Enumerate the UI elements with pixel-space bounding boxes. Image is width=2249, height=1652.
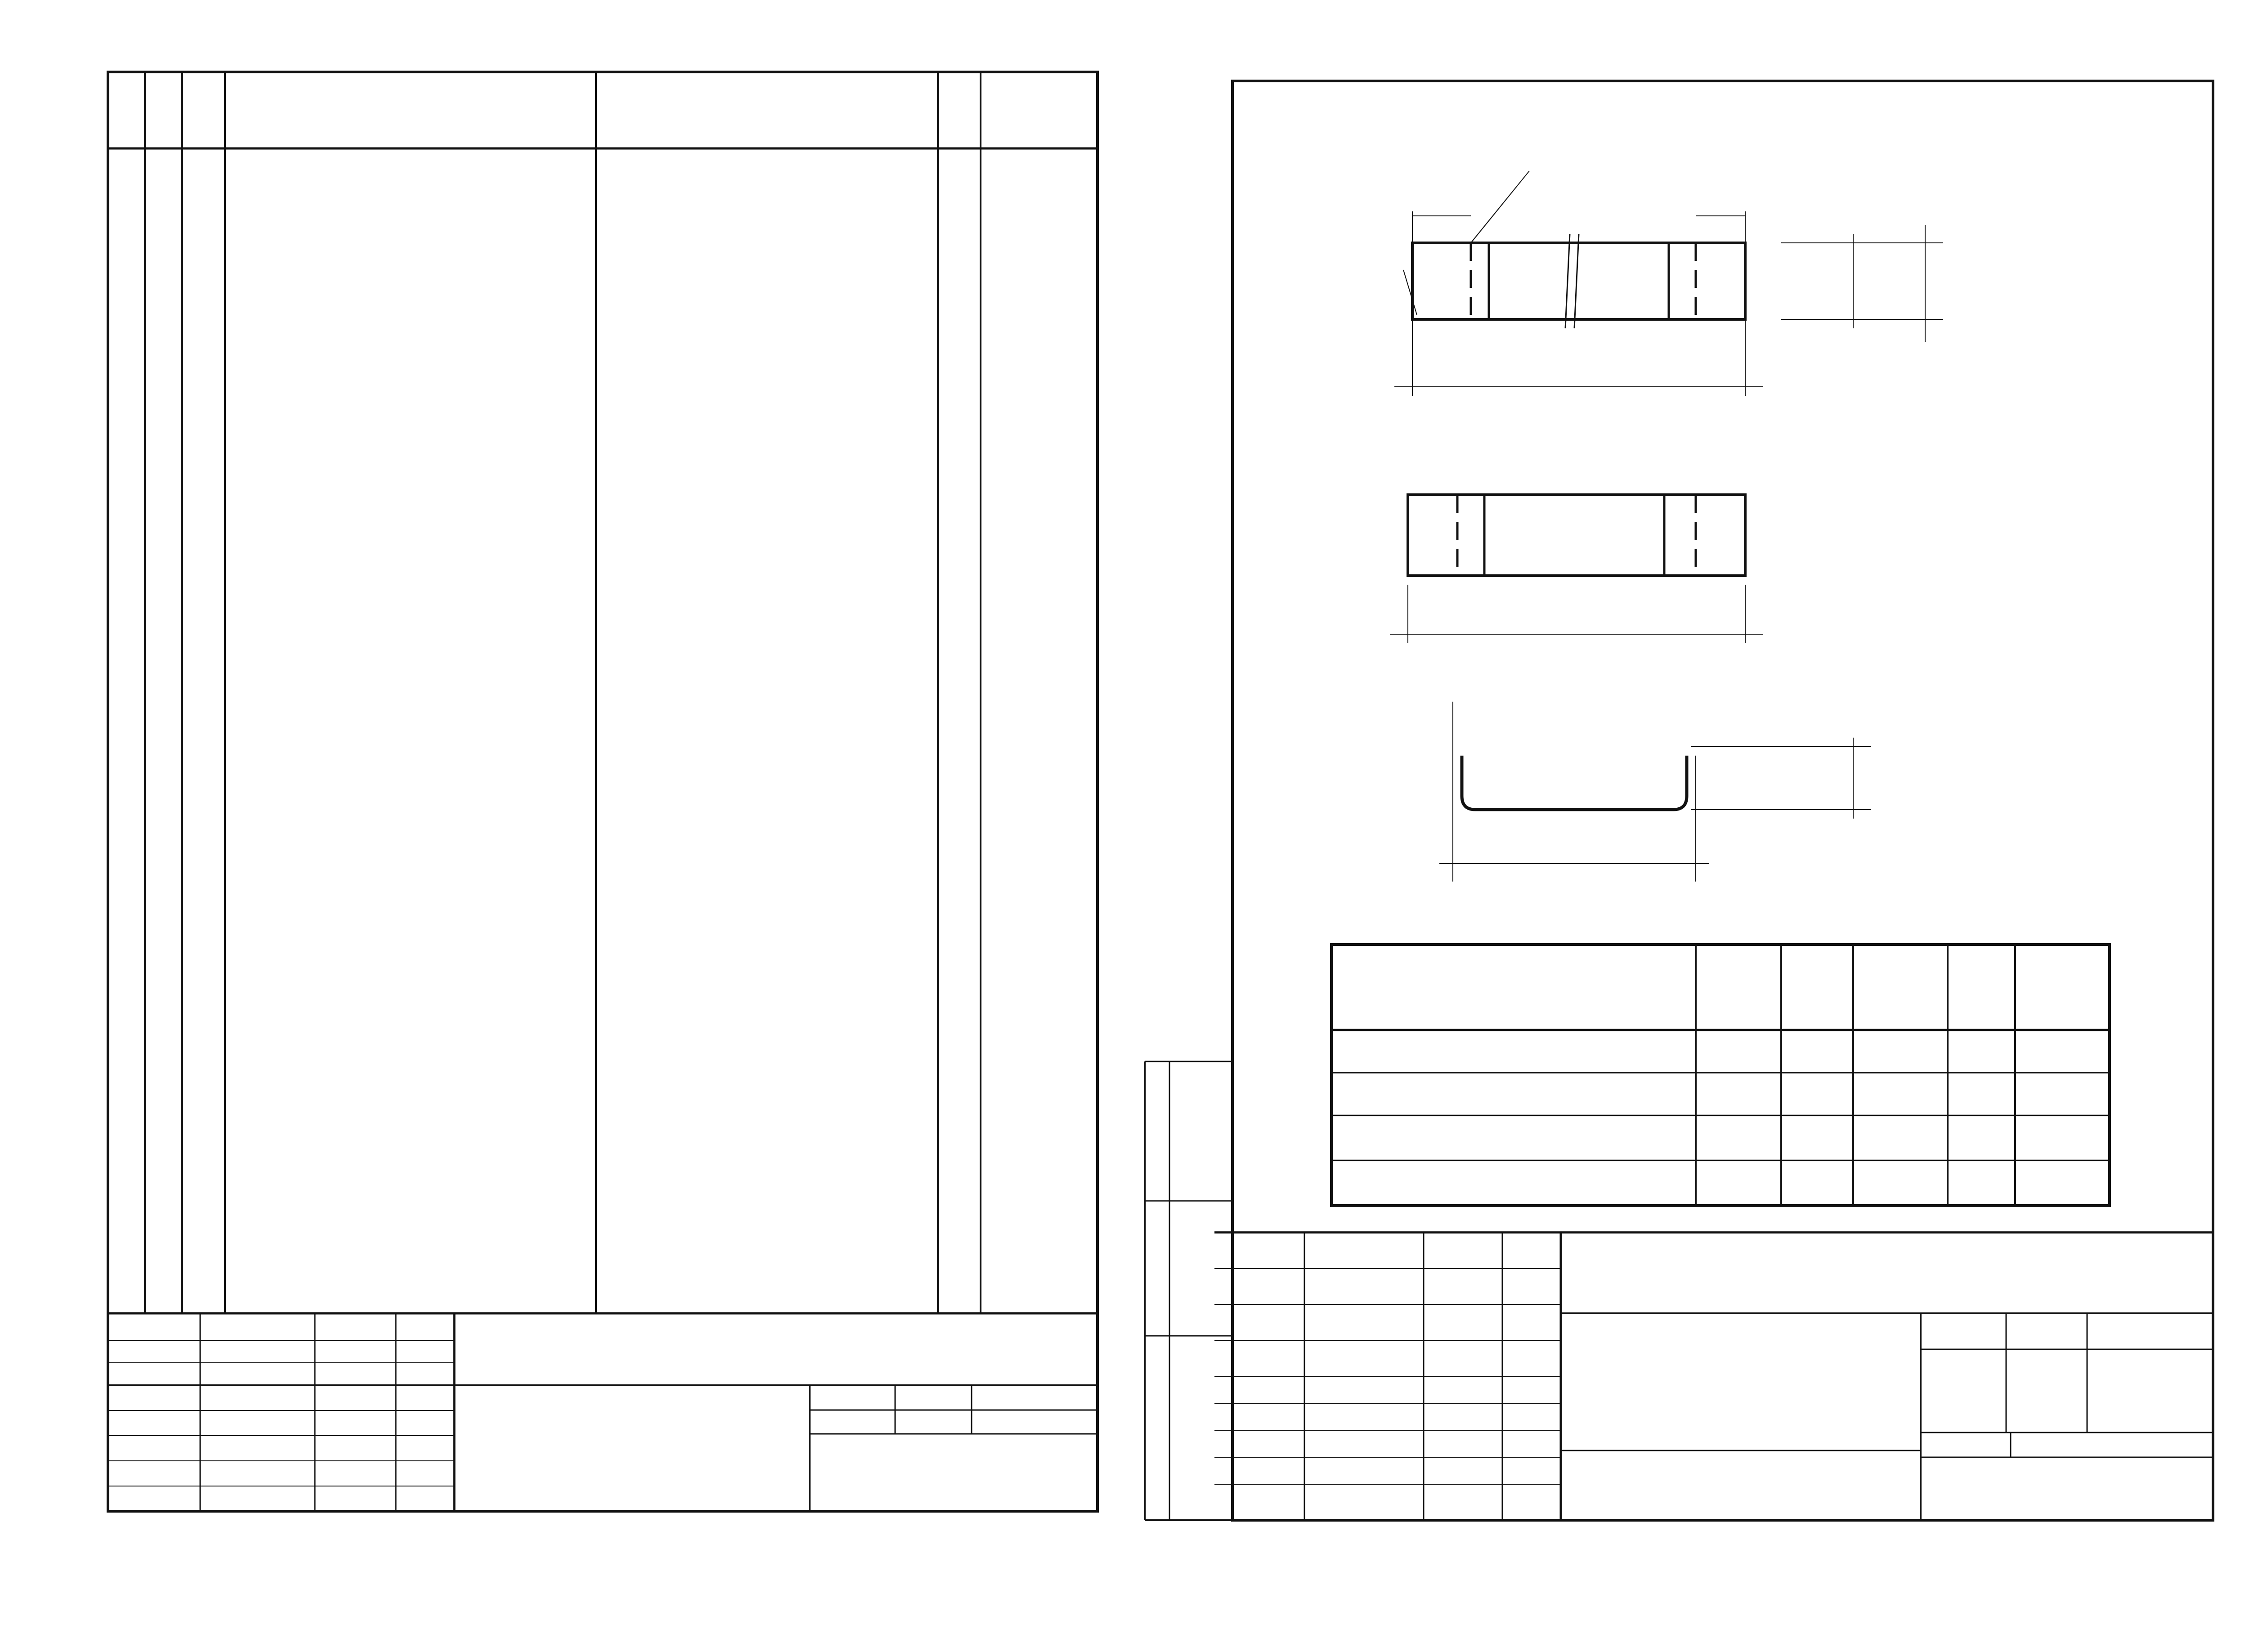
figure-3-profile — [1439, 702, 1871, 882]
spec-sheet — [108, 72, 1098, 1511]
drawing-frame — [1145, 81, 2213, 1520]
figure-2 — [1390, 495, 1763, 643]
figure-1 — [1394, 171, 1943, 396]
variant-table-grid — [1331, 945, 2110, 1205]
